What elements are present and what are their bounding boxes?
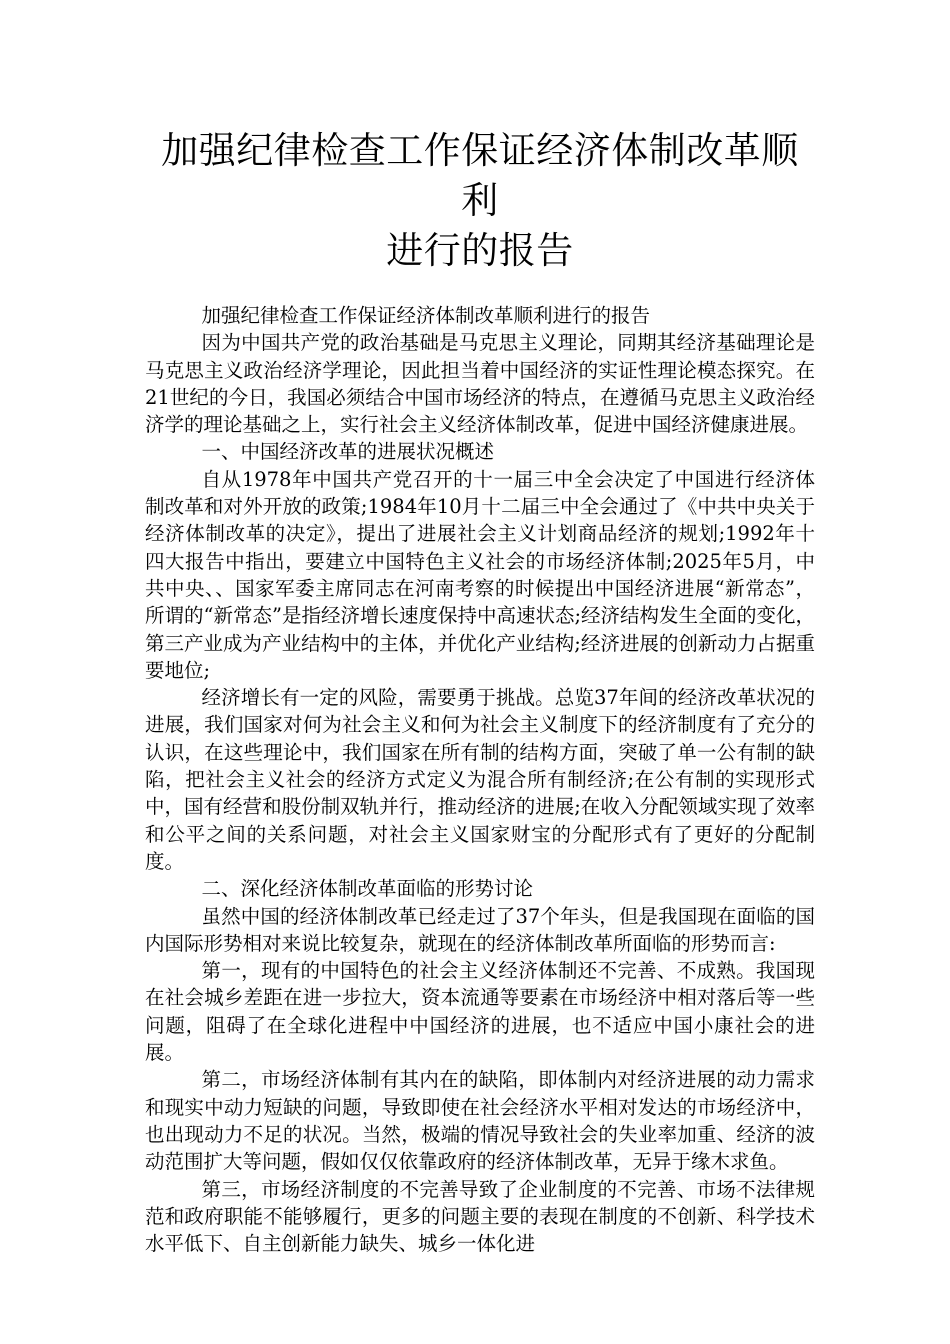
document-page <box>145 126 815 1257</box>
document-title <box>145 126 815 276</box>
body-paragraph: 自从1978年中国共产党召开的十一届三中全会决定了中国进行经济体制改革和对外开放的政策;1984年10月十二届三中全会通过了《中共中央关于经济体制改革的决定》，提出了进展社会主义计划商品经济的规划;1992年十四大报告中指出，要建立中国特色主义社会的市场经济体制;2025年5月，中共中央、、国家军委主席同志在河南考察的时候提出中国经济进展“新常态”，所谓的“新常态”是指经济增长速度保持中高速状态;经济结构发生全面的变化，第三产业成为产业结构中的主体，并优化产业结构;经济进展的创新动力占据重要地位; <box>145 467 816 682</box>
body-paragraph: 经济增长有一定的风险，需要勇于挑战。总览37年间的经济改革状况的进展，我们国家对何为社会主义和何为社会主义制度下的经济制度有了充分的认识，在这些理论中，我们国家在所有制的结构方面，突破了单一公有制的缺陷，把社会主义社会的经济方式定义为混合所有制经济;在公有制的实现形式中，国有经营和股份制双轨并行，推动经济的进展;在收入分配领域实现了效率和公平之间的关系问题，对社会主义国家财宝的分配形式有了更好的分配制度。 <box>145 686 815 873</box>
document-title-line-1: 加强纪律检查工作保证经济体制改革顺利 <box>161 129 799 222</box>
document-body <box>145 302 815 1257</box>
body-paragraph: 第二，市场经济体制有其内在的缺陷，即体制内对经济进展的动力需求和现实中动力短缺的问题，导致即使在社会经济水平相对发达的市场经济中，也出现动力不足的状况。当然，极端的情况导致社会的失业率加重、经济的波动范围扩大等问题，假如仅仅依靠政府的经济体制改革，无异于缘木求鱼。 <box>145 1068 815 1174</box>
section-heading-2: 二、深化经济体制改革面临的形势讨论 <box>201 877 534 901</box>
body-paragraph: 第一，现有的中国特色的社会主义经济体制还不完善、不成熟。我国现在社会城乡差距在进一步拉大，资本流通等要素在市场经济中相对落后等一些问题，阻碍了在全球化进程中中国经济的进展，也不适应中国小康社会的进展。 <box>145 959 815 1065</box>
section-heading-1: 一、中国经济改革的进展状况概述 <box>201 440 495 464</box>
body-paragraph: 第三，市场经济制度的不完善导致了企业制度的不完善、市场不法律规范和政府职能不能够履行，更多的问题主要的表现在制度的不创新、科学技术水平低下、自主创新能力缺失、城乡一体化进 <box>145 1177 815 1256</box>
subtitle-paragraph: 加强纪律检查工作保证经济体制改革顺利进行的报告 <box>201 304 651 327</box>
body-paragraph: 因为中国共产党的政治基础是马克思主义理论，同期其经济基础理论是马克思主义政治经济学理论，因此担当着中国经济的实证性理论模态探究。在21世纪的今日，我国必须结合中国市场经济的特点，在遵循马克思主义政治经济学的理论基础之上，实行社会主义经济体制改革，促进中国经济健康进展。 <box>145 331 815 437</box>
body-paragraph: 虽然中国的经济体制改革已经走过了37个年头，但是我国现在面临的国内国际形势相对来说比较复杂，就现在的经济体制改革所面临的形势而言: <box>145 904 815 955</box>
document-title-line-2: 进行的报告 <box>386 229 574 272</box>
